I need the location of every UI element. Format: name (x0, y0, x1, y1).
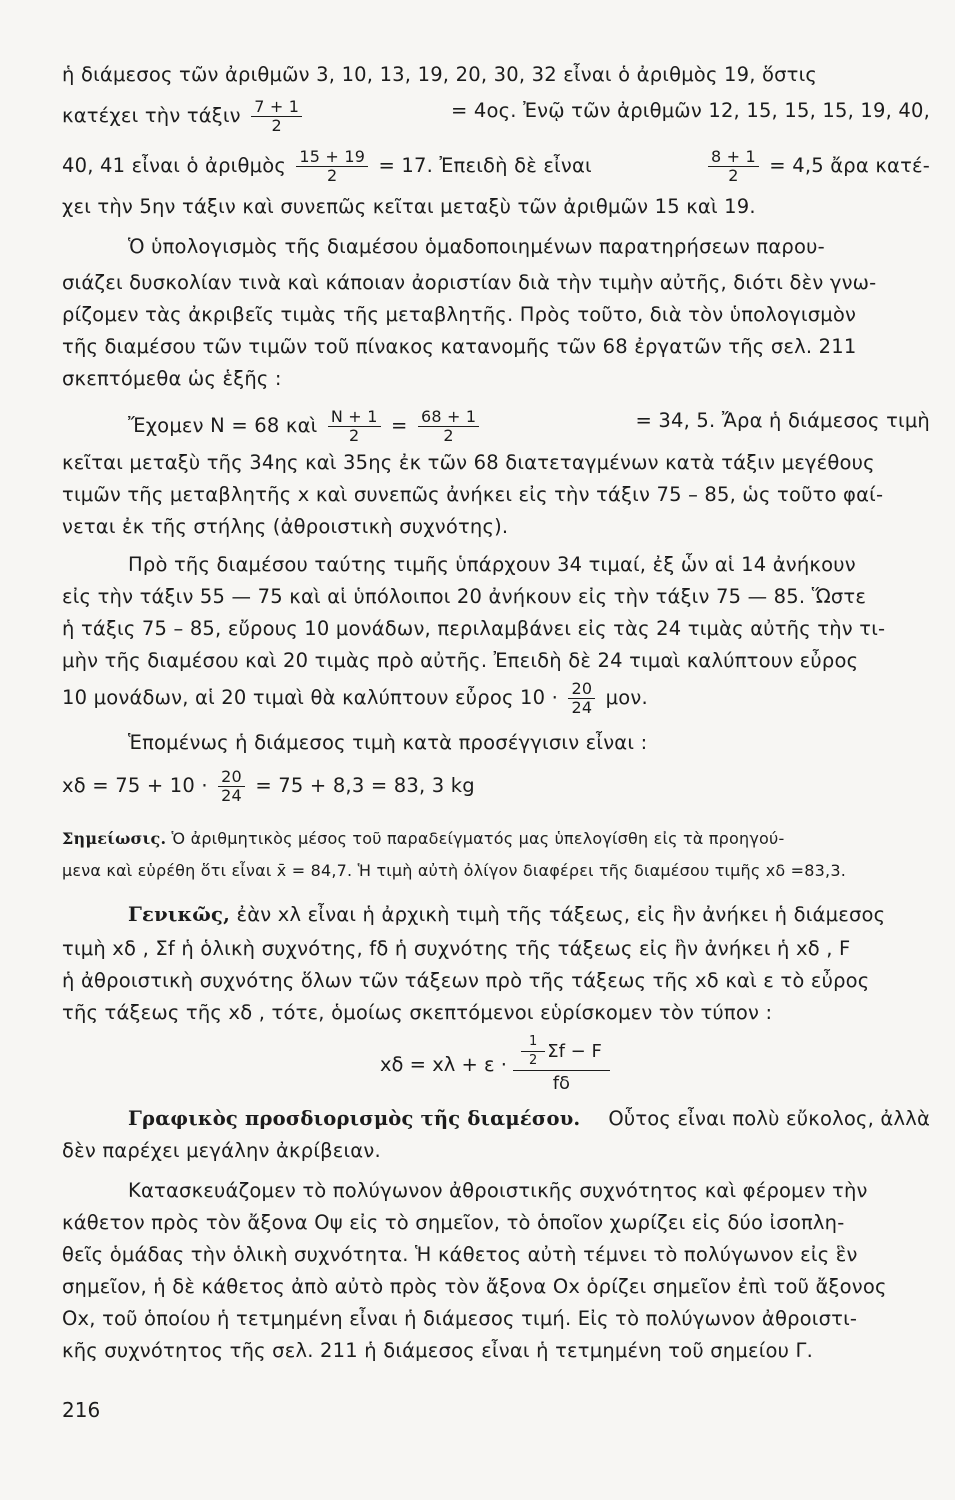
text-line (62, 1306, 930, 1332)
text-line (62, 1138, 930, 1164)
half-fraction: $\frac{1}{2}$ (521, 1035, 545, 1068)
line-text: ἡ ἀθροιστικὴ συχνότης ὅλων τῶν τάξεων πρὸ τῆς τάξεως τῆς xδ καὶ ε τὸ εὖρος (62, 969, 870, 992)
line-text: σημεῖον, ἡ δὲ κάθετος ἀπὸ αὐτὸ πρὸς τὸν ἄξονα Ox ὁρίζει σημεῖον ἐπὶ τοῦ ἄξονος (62, 1275, 887, 1298)
line-text: = 17. Ἐπειδὴ δὲ εἶναι (378, 154, 592, 177)
text-line (62, 1000, 930, 1026)
text-line (62, 648, 930, 674)
text-line (128, 902, 930, 928)
text-line (62, 680, 930, 717)
note-line (62, 826, 930, 852)
line-text: = 34, 5. Ἄρα ἡ διάμεσος τιμὴ (635, 409, 930, 432)
page-number: 216 (62, 1398, 101, 1422)
median-formula (380, 1035, 610, 1094)
text-line (62, 98, 930, 135)
text-line (128, 1106, 930, 1132)
line-text: ρίζομεν τὰς ἀκριβεῖς τιμὰς τῆς μεταβλητῆς. Πρὸς τοῦτο, διὰ τὸν ὑπολογισμὸν (62, 303, 857, 326)
line-text: θεῖς ὁμάδας τὴν ὁλικὴ συχνότητα. Ἡ κάθετος αὐτὴ τέμνει τὸ πολύγωνον εἰς ἓν (62, 1243, 858, 1266)
line-text: κάθετον πρὸς τὸν ἄξονα Oψ εἰς τὸ σημεῖον, τὸ ὁποῖον χωρίζει εἰς δύο ἰσοπλη- (62, 1211, 845, 1234)
line-text: κατέχει τὴν τάξιν (62, 104, 241, 127)
text-line (62, 616, 930, 642)
line-text: ἡ διάμεσος τῶν ἀριθμῶν 3, 10, 13, 19, 20, 30, 32 εἶναι ὁ ἀριθμὸς 19, ὅστις (62, 63, 818, 86)
fraction: $\frac{68 + 1}{2}$ (418, 408, 479, 445)
text-line (62, 270, 930, 296)
line-text: μενα καὶ εὑρέθη ὅτι εἶναι x̄ = 84,7. Ἡ τιμὴ αὐτὴ ὀλίγον διαφέρει τῆς διαμέσου τιμῆς xδ =83,3. (62, 861, 847, 880)
text-line (62, 936, 930, 962)
line-text: χει τὴν 5ην τάξιν καὶ συνεπῶς κεῖται μεταξὺ τῶν ἀριθμῶν 15 καὶ 19. (62, 195, 756, 218)
note-line (62, 858, 930, 884)
fraction: $\frac{8 + 1}{2}$ (708, 148, 759, 185)
text-line (62, 1274, 930, 1300)
text-line (128, 234, 930, 260)
line-text: 10 μονάδων, αἱ 20 τιμαὶ θὰ καλύπτουν εὖρος 10 · (62, 686, 559, 709)
line-text: 40, 41 εἶναι ὁ ἀριθμὸς (62, 154, 286, 177)
formula-denominator: fδ (552, 1073, 571, 1094)
text-line (62, 968, 930, 994)
text-line (62, 584, 930, 610)
text-line (128, 730, 930, 756)
line-text: νεται ἐκ τῆς στήλης (ἀθροιστικὴ συχνότης). (62, 515, 509, 538)
fraction: $\frac{20}{24}$ (218, 768, 245, 805)
text-line (62, 1338, 930, 1364)
line-text: σιάζει δυσκολίαν τινὰ καὶ κάποιαν ἀοριστίαν διὰ τὴν τιμὴν αὐτῆς, διότι δὲν γνω- (62, 271, 877, 294)
text-line: Ἔχομεν N = 68 καὶ $\frac{N + 1}{2}$ = $\frac{68 + 1}{2}$ = 34, 5. Ἄρα ἡ διάμεσος τιμὴ (128, 407, 930, 445)
formula-lhs: xδ = xλ + ε · (380, 1053, 507, 1076)
line-text: xδ = 75 + 10 · (62, 774, 208, 797)
line-text: σκεπτόμεθα ὡς ἑξῆς : (62, 367, 282, 390)
formula-numerator: $\frac{1}{2}$ Σf − F (513, 1035, 610, 1071)
note-heading: Σημείωσις. (62, 829, 167, 848)
text-line (62, 1242, 930, 1268)
line-text: Ὁ ἀριθμητικὸς μέσος τοῦ παραδείγματός μας ὑπελογίσθη εἰς τὰ προηγού- (171, 829, 785, 848)
line-text: Ὁ ὑπολογισμὸς τῆς διαμέσου ὁμαδοποιημένων παρατηρήσεων παρου- (128, 235, 825, 258)
text-line (62, 450, 930, 476)
line-text: δὲν παρέχει μεγάλην ἀκρίβειαν. (62, 1139, 381, 1162)
text-line (62, 62, 930, 88)
text-line (128, 1178, 930, 1204)
fraction: $\frac{20}{24}$ (568, 680, 595, 717)
line-text: Οὗτος εἶναι πολὺ εὔκολος, ἀλλὰ (608, 1107, 930, 1130)
text-line (62, 366, 930, 392)
text-line (62, 1210, 930, 1236)
line-text: Κατασκευάζομεν τὸ πολύγωνον ἀθροιστικῆς συχνότητος καὶ φέρομεν τὴν (128, 1179, 868, 1202)
line-text: μον. (605, 686, 648, 709)
text-line (62, 482, 930, 508)
line-text: ἐὰν xλ εἶναι ἡ ἀρχικὴ τιμὴ τῆς τάξεως, εἰς ἣν ἀνήκει ἡ διάμεσος (236, 903, 886, 926)
text-line (62, 334, 930, 360)
line-text: = 4ος. Ἐνῷ τῶν ἀριθμῶν 12, 15, 15, 15, 19, 40, (450, 99, 930, 122)
text-line (62, 148, 930, 185)
formula-fraction (513, 1035, 610, 1094)
section-heading: Γενικῶς, (128, 903, 231, 926)
line-text: τῆς διαμέσου τῶν τιμῶν τοῦ πίνακος κατανομῆς τῶν 68 ἐργατῶν τῆς σελ. 211 (62, 335, 857, 358)
line-text: Ox, τοῦ ὁποίου ἡ τετμημένη εἶναι ἡ διάμεσος τιμή. Εἰς τὸ πολύγωνον ἀθροιστι- (62, 1307, 858, 1330)
equation-line (62, 768, 930, 805)
line-text: κῆς συχνότητος τῆς σελ. 211 ἡ διάμεσος εἶναι ἡ τετμημένη τοῦ σημείου Γ. (62, 1339, 813, 1362)
text-line (62, 302, 930, 328)
line-text: Ἑπομένως ἡ διάμεσος τιμὴ κατὰ προσέγγισιν εἶναι : (128, 731, 648, 754)
line-text: Πρὸ τῆς διαμέσου ταύτης τιμῆς ὑπάρχουν 34 τιμαί, ἐξ ὧν αἱ 14 ἀνήκουν (128, 553, 856, 576)
line-text: κεῖται μεταξὺ τῆς 34ης καὶ 35ης ἐκ τῶν 68 διατεταγμένων κατὰ τάξιν μεγέθους (62, 451, 875, 474)
text-line (128, 552, 930, 578)
fraction: $\frac{7 + 1}{2}$ (251, 98, 302, 135)
line-text: = 4,5 ἄρα κατέ- (769, 154, 930, 177)
text-line (62, 514, 930, 540)
line-text: εἰς τὴν τάξιν 55 — 75 καὶ αἱ ὑπόλοιποι 20 ἀνήκουν εἰς τὴν τάξιν 75 — 85. Ὥστε (62, 585, 867, 608)
fraction: $\frac{15 + 19}{2}$ (296, 148, 368, 185)
line-text: μὴν τῆς διαμέσου καὶ 20 τιμὰς πρὸ αὐτῆς. Ἐπειδὴ δὲ 24 τιμαὶ καλύπτουν εὖρος (62, 649, 859, 672)
line-text: τιμὴ xδ , Σf ἡ ὁλικὴ συχνότης, fδ ἡ συχνότης τῆς τάξεως εἰς ἣν ἀνήκει ἡ xδ , F (62, 937, 851, 960)
line-text: τῆς τάξεως τῆς xδ , τότε, ὁμοίως σκεπτόμενοι εὑρίσκομεν τὸν τύπον : (62, 1001, 773, 1024)
line-text: τιμῶν τῆς μεταβλητῆς x καὶ συνεπῶς ἀνήκει εἰς τὴν τάξιν 75 – 85, ὡς τοῦτο φαί- (62, 483, 884, 506)
line-text: ἡ τάξις 75 – 85, εὔρους 10 μονάδων, περιλαμβάνει εἰς τὰς 24 τιμὰς αὐτῆς τὴν τι- (62, 617, 886, 640)
line-text: = 75 + 8,3 = 83, 3 kg (255, 774, 475, 797)
fraction: $\frac{N + 1}{2}$ (328, 408, 381, 445)
line-text: Ἔχομεν N = 68 καὶ (128, 414, 318, 437)
section-heading: Γραφικὸς προσδιορισμὸς τῆς διαμέσου. (128, 1107, 581, 1130)
text-line (62, 194, 930, 220)
